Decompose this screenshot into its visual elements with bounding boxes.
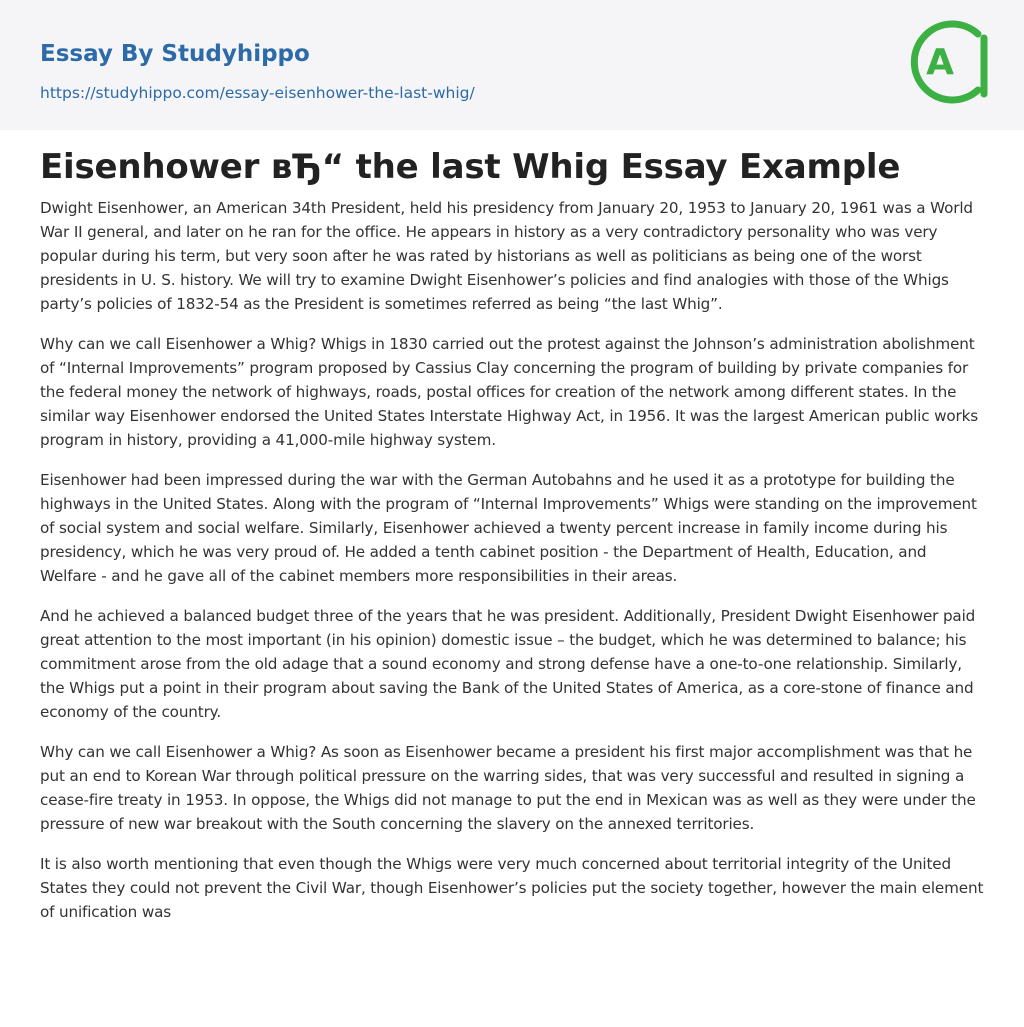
article-paragraph: Why can we call Eisenhower a Whig? As soon as Eisenhower became a president his first major accomplishment was that he put an end to Korean War through political pressure on the warring sides, that was very successful and resulted in signing a cease-fire treaty in 1953. In oppose, the Whigs did not manage to put the end in Mexican was as well as they were under the pressure of new war breakout with the South concerning the slavery on the annexed territories. [40,743,976,833]
article-title: Eisenhower вЂ“ the last Whig Essay Example [40,147,901,187]
site-brand[interactable]: Essay By Studyhippo [40,41,310,67]
studyhippo-logo-icon[interactable] [908,16,990,108]
article-paragraph: It is also worth mentioning that even though the Whigs were very much concerned about territorial integrity of the United States they could not prevent the Civil War, though Eisenhower’s policies put the society together, however the main element of unification was [40,855,984,921]
site-header [0,0,1024,130]
logo-letter: A [926,42,954,83]
article-paragraph: Why can we call Eisenhower a Whig? Whigs in 1830 carried out the protest against the Johnson’s administration abolishment of “Internal Improvements” program proposed by Cassius Clay concerning the program of building by private companies for the federal money the network of highways, roads, postal offices for creation of the network among different states. In the similar way Eisenhower endorsed the United States Interstate Highway Act, in 1956. It was the largest American public works program in history, providing a 41,000-mile highway system. [40,335,978,449]
article-paragraph: And he achieved a balanced budget three of the years that he was president. Additionally, President Dwight Eisenhower paid great attention to the most important (in his opinion) domestic issue – the budget, which he was determined to balance; his commitment arose from the old adage that a sound economy and strong defense have a one-to-one relationship. Similarly, the Whigs put a point in their program about saving the Bank of the United States of America, as a core-stone of finance and economy of the country. [40,607,976,721]
article-paragraph: Dwight Eisenhower, an American 34th President, held his presidency from January 20, 1953 to January 20, 1961 was a World War II general, and later on he ran for the office. He appears in history as a very contradictory personality who was very popular during his term, but very soon after he was rated by historians as well as politicians as being one of the worst presidents in U. S. history. We will try to examine Dwight Eisenhower’s policies and find analogies with those of the Whigs party’s policies of 1832-54 as the President is sometimes referred as being “the last Whig”. [40,199,973,313]
essay-url-link[interactable]: https://studyhippo.com/essay-eisenhower-the-last-whig/ [40,84,475,102]
article-paragraph: Eisenhower had been impressed during the war with the German Autobahns and he used it as a prototype for building the highways in the United States. Along with the program of “Internal Improvements” Whigs were standing on the improvement of social system and social welfare. Similarly, Eisenhower achieved a twenty percent increase in family income during his presidency, which he was very proud of. He added a tenth cabinet position - the Department of Health, Education, and Welfare - and he gave all of the cabinet members more responsibilities in their areas. [40,471,977,585]
article [40,144,984,940]
